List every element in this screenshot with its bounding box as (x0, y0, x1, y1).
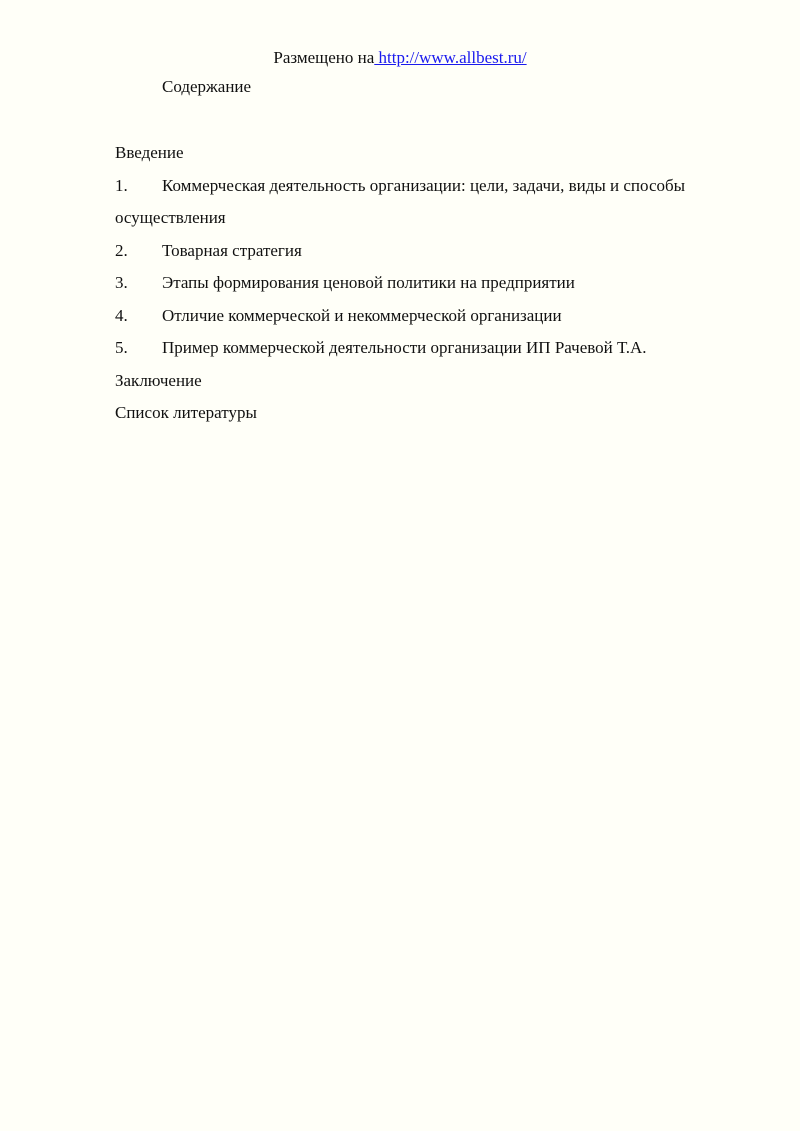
toc-item-number: 1. (115, 175, 128, 195)
toc-item-label: Отличие коммерческой и некоммерческой организации (162, 305, 562, 325)
toc-item-label: Товарная стратегия (162, 240, 302, 260)
toc-item-number: 3. (115, 273, 128, 292)
toc-item-label: Коммерческая деятельность организации: цели, задачи, виды и способы (162, 175, 686, 195)
toc-item-number: 2. (115, 240, 128, 260)
toc-item-4 (115, 304, 755, 337)
toc-item-1 (115, 174, 755, 207)
toc-item-label: Этапы формирования ценовой политики на предприятии (162, 273, 575, 292)
toc-references-label: Список литературы (115, 403, 257, 422)
toc-references (115, 401, 755, 434)
table-of-contents (115, 141, 755, 434)
toc-intro (115, 141, 755, 174)
toc-intro-label: Введение (115, 143, 184, 162)
toc-conclusion-label: Заключение (115, 370, 202, 390)
toc-conclusion (115, 369, 755, 402)
toc-title: Содержание (162, 77, 252, 96)
source-header (0, 46, 800, 70)
toc-item-3 (115, 271, 755, 304)
header-prefix: Размещено на (273, 48, 375, 67)
toc-item-label: Пример коммерческой деятельности организации ИП Рачевой Т.А. (162, 338, 647, 357)
toc-item-number: 4. (115, 305, 128, 325)
toc-item-2 (115, 239, 755, 272)
toc-item-label-continuation: осуществления (115, 208, 226, 227)
toc-item-number: 5. (115, 338, 128, 357)
source-link[interactable]: http://www.allbest.ru/ (374, 48, 527, 67)
toc-item-1-continuation (115, 206, 755, 239)
toc-item-5 (115, 336, 755, 369)
